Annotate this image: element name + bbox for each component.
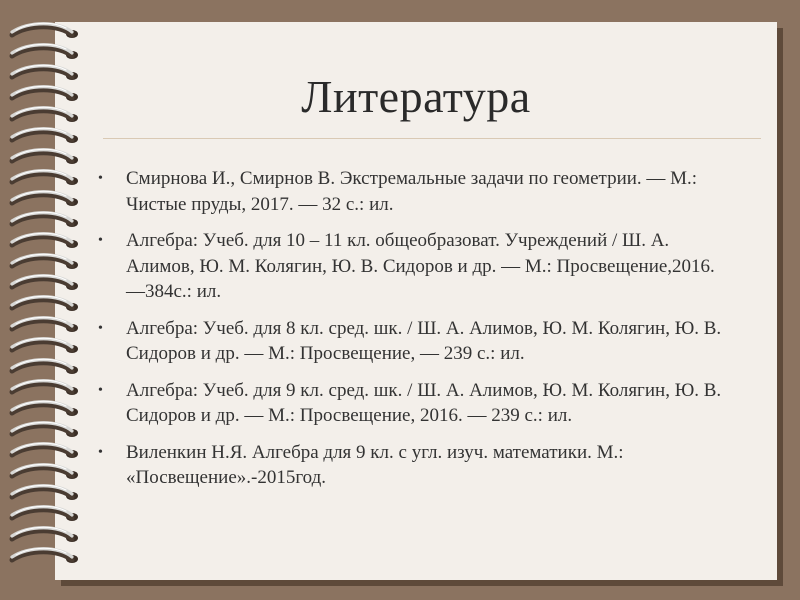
spiral-ring-icon (12, 128, 78, 143)
spiral-ring-icon (12, 191, 78, 206)
list-item (95, 316, 725, 367)
list-item (95, 166, 725, 217)
list-item (95, 440, 725, 491)
bullet-icon: • (98, 171, 103, 186)
reference-text: Виленкин Н.Я. Алгебра для 9 кл. с угл. изуч. математики. М.: «Посвещение».-2015год. (126, 441, 624, 488)
spiral-ring-icon (12, 254, 78, 269)
spiral-ring-icon (12, 86, 78, 101)
spiral-ring-icon (12, 401, 78, 416)
page-title: Литература (301, 71, 531, 122)
bullet-icon: • (98, 233, 103, 248)
bullet-icon: • (98, 444, 103, 460)
list-item (95, 228, 725, 305)
spiral-ring-icon (12, 149, 78, 164)
spiral-ring-icon (12, 65, 78, 80)
spiral-ring-icon (12, 422, 78, 437)
reference-text: Алгебра: Учеб. для 8 кл. сред. шк. / Ш. А. Алимов, Ю. М. Колягин, Ю. В. Сидоров и др. — М.: Просвещение, — 239 с.: ил. (126, 317, 722, 364)
spiral-ring-icon (12, 464, 78, 479)
spiral-ring-icon (12, 212, 78, 227)
spiral-ring-icon (12, 275, 78, 290)
spiral-ring-icon (12, 338, 78, 353)
spiral-ring-icon (12, 506, 78, 521)
spiral-ring-icon (12, 443, 78, 458)
reference-list (95, 166, 725, 502)
list-item (95, 378, 725, 429)
spiral-ring-icon (12, 317, 78, 332)
spiral-ring-icon (12, 296, 78, 311)
notebook-page (55, 22, 777, 580)
spiral-ring-icon (12, 548, 78, 563)
reference-text: Алгебра: Учеб. для 10 – 11 кл. общеобразоват. Учреждений / Ш. А. Алимов, Ю. М. Колягин, Ю. В. Сидоров и др. — М.: Просвещение,2016. —384с.: ил. (126, 230, 715, 302)
spiral-ring-icon (12, 485, 78, 500)
spiral-ring-icon (12, 44, 78, 59)
reference-text: Алгебра: Учеб. для 9 кл. сред. шк. / Ш. А. Алимов, Ю. М. Колягин, Ю. В. Сидоров и др. — М.: Просвещение, 2016. — 239 с.: ил. (126, 379, 722, 426)
spiral-ring-icon (12, 107, 78, 122)
spiral-ring-icon (12, 170, 78, 185)
spiral-ring-icon (12, 380, 78, 395)
title-divider (103, 138, 761, 139)
bullet-icon: • (98, 382, 103, 398)
reference-text: Смирнова И., Смирнов В. Экстремальные задачи по геометрии. — М.: Чистые пруды, 2017. — 32 с.: ил. (126, 168, 698, 215)
spiral-binding-icon (4, 20, 84, 580)
spiral-ring-icon (12, 359, 78, 374)
spiral-ring-icon (12, 23, 78, 38)
bullet-icon: • (98, 320, 103, 336)
spiral-ring-icon (12, 527, 78, 542)
spiral-ring-icon (12, 233, 78, 248)
